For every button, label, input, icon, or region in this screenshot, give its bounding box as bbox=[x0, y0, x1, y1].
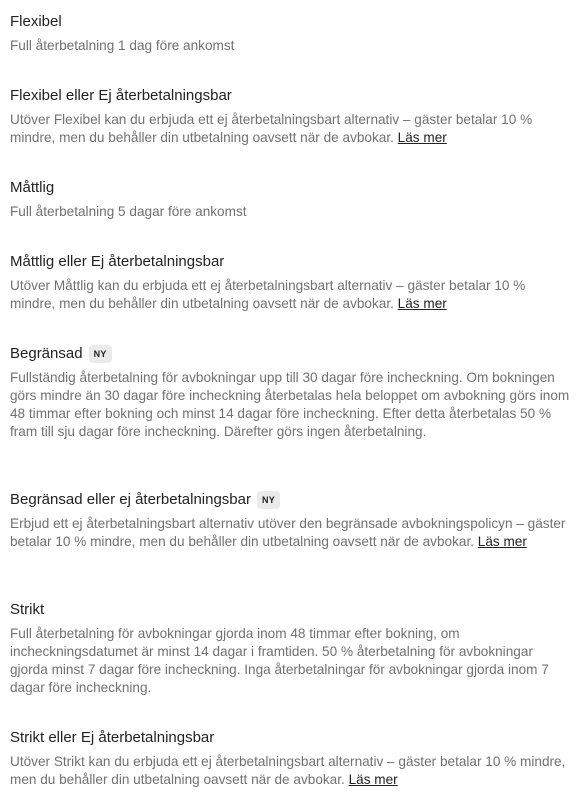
policy-description-text: Full återbetalning 1 dag före ankomst bbox=[10, 38, 235, 53]
policy-title bbox=[10, 12, 572, 32]
new-badge: NY bbox=[89, 345, 112, 363]
policy-strict[interactable] bbox=[10, 600, 572, 697]
policy-description-text: Utöver Strikt kan du erbjuda ett ej återbetalningsbart alternativ – gäster betalar 10 % mindre, men du behåller din utbetalning oavsett när de avbokar. bbox=[10, 754, 566, 787]
read-more-link[interactable]: Läs mer bbox=[477, 534, 527, 549]
policy-description-text: Utöver Flexibel kan du erbjuda ett ej återbetalningsbart alternativ – gäster betalar 10 % mindre, men du behåller din utbetalning oavsett när de avbokar. bbox=[10, 112, 533, 145]
policy-title-text: Begränsad bbox=[10, 345, 83, 362]
policy-title-text: Flexibel eller Ej återbetalningsbar bbox=[10, 87, 232, 104]
policy-description-text: Full återbetalning 5 dagar före ankomst bbox=[10, 204, 247, 219]
policy-description bbox=[10, 515, 572, 551]
policy-moderate[interactable] bbox=[10, 178, 572, 221]
policy-description bbox=[10, 625, 572, 697]
policy-title bbox=[10, 728, 572, 748]
policy-title-text: Måttlig eller Ej återbetalningsbar bbox=[10, 253, 225, 270]
policy-moderate-nonrefundable[interactable] bbox=[10, 252, 572, 313]
policy-description-text: Erbjud ett ej återbetalningsbart alternativ utöver den begränsade avbokningspolicyn – gäster betalar 10 % mindre, men du behåller din utbetalning oavsett när de avbokar. bbox=[10, 516, 566, 549]
policy-description bbox=[10, 37, 572, 55]
policy-strict-nonrefundable[interactable] bbox=[10, 728, 572, 789]
policy-title bbox=[10, 86, 572, 106]
policy-limited-nonrefundable[interactable] bbox=[10, 490, 572, 551]
policy-flexible[interactable] bbox=[10, 12, 572, 55]
new-badge: NY bbox=[257, 491, 280, 509]
policy-title-text: Strikt eller Ej återbetalningsbar bbox=[10, 729, 215, 746]
policy-title bbox=[10, 490, 572, 510]
policy-title-text: Flexibel bbox=[10, 13, 62, 30]
policy-description-text: Full återbetalning för avbokningar gjorda inom 48 timmar efter bokning, om incheckningsdatumet är minst 14 dagar i framtiden. 50 % återbetalning för avbokningar gjorda minst 7 dagar före incheckning. Inga återbetalningar för avbokningar gjorda inom 7 dagar före incheckning. bbox=[10, 626, 549, 695]
policy-limited[interactable] bbox=[10, 344, 572, 441]
policy-description-text: Fullständig återbetalning för avbokningar upp till 30 dagar före incheckning. Om bokningen görs mindre än 30 dagar före incheckning återbetalas hela beloppet om avbokning görs inom 48 timmar efter bokning och minst 14 dagar före incheckning. Efter detta återbetalas 50 % fram till sju dagar före incheckning. Därefter görs ingen återbetalning. bbox=[10, 370, 570, 439]
policy-description bbox=[10, 369, 572, 441]
policy-title-text: Strikt bbox=[10, 601, 45, 618]
policy-description bbox=[10, 203, 572, 221]
policy-title bbox=[10, 178, 572, 198]
read-more-link[interactable]: Läs mer bbox=[397, 130, 447, 145]
policy-description bbox=[10, 753, 572, 789]
policy-title-text: Begränsad eller ej återbetalningsbar bbox=[10, 491, 251, 508]
policy-flexible-nonrefundable[interactable] bbox=[10, 86, 572, 147]
policy-description bbox=[10, 277, 572, 313]
policy-title bbox=[10, 600, 572, 620]
policy-title bbox=[10, 252, 572, 272]
read-more-link[interactable]: Läs mer bbox=[397, 296, 447, 311]
policy-title-text: Måttlig bbox=[10, 179, 55, 196]
policy-title bbox=[10, 344, 572, 364]
read-more-link[interactable]: Läs mer bbox=[348, 772, 398, 787]
policy-description bbox=[10, 111, 572, 147]
policy-description-text: Utöver Måttlig kan du erbjuda ett ej återbetalningsbart alternativ – gäster betalar 10 % mindre, men du behåller din utbetalning oavsett när de avbokar. bbox=[10, 278, 526, 311]
